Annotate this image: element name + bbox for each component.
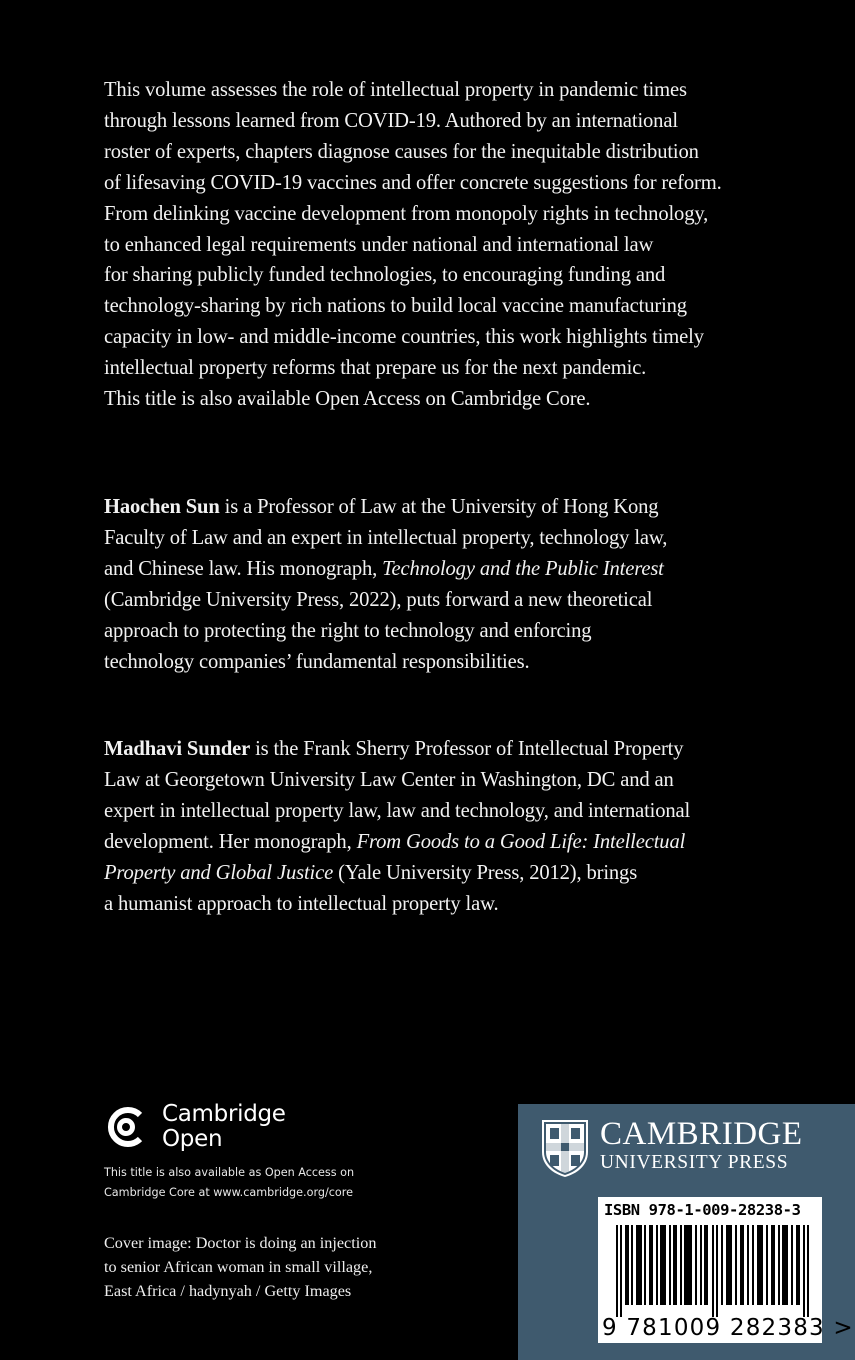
- book-description: [104, 75, 804, 415]
- author-bio-madhavi-sunder: [104, 734, 804, 919]
- bio-line: Law at Georgetown University Law Center in Washington, DC and an: [104, 768, 674, 791]
- cambridge-open-logo: [104, 1102, 286, 1152]
- bio-line: expert in intellectual property law, law and technology, and international: [104, 799, 691, 822]
- description-line: This title is also available Open Access on Cambridge Core.: [104, 388, 591, 411]
- description-line: for sharing publicly funded technologies, to encouraging funding and: [104, 264, 666, 287]
- description-line: intellectual property reforms that prepare us for the next pandemic.: [104, 357, 647, 380]
- bio-line: a humanist approach to intellectual property law.: [104, 892, 499, 915]
- credit-line: Cover image: Doctor is doing an injection: [104, 1234, 377, 1252]
- publisher-panel: [518, 1104, 855, 1360]
- barcode-bars-icon: [616, 1225, 816, 1317]
- open-access-note: [104, 1163, 354, 1203]
- bio-line: Faculty of Law and an expert in intellectual property, technology law,: [104, 526, 668, 549]
- description-line: to enhanced legal requirements under national and international law: [104, 233, 654, 256]
- bio-text: development. Her monograph,: [104, 830, 357, 853]
- note-line: Cambridge Core at www.cambridge.org/core: [104, 1186, 353, 1199]
- description-line: of lifesaving COVID-19 vaccines and offer concrete suggestions for reform.: [104, 171, 722, 194]
- description-line: through lessons learned from COVID-19. Authored by an international: [104, 109, 678, 132]
- publisher-name: CAMBRIDGE: [600, 1116, 803, 1152]
- author-name: Madhavi Sunder: [104, 738, 251, 760]
- bio-line: (Cambridge University Press, 2022), puts forward a new theoretical: [104, 588, 653, 611]
- book-title: Property and Global Justice: [104, 861, 334, 884]
- cover-image-credit: [104, 1231, 376, 1303]
- bio-line: approach to protecting the right to technology and enforcing: [104, 619, 592, 642]
- note-line: This title is also available as Open Access on: [104, 1166, 355, 1179]
- logo-text-line2: Open: [162, 1126, 223, 1152]
- publisher-subname: UNIVERSITY PRESS: [600, 1152, 789, 1173]
- bio-text: and Chinese law. His monograph,: [104, 557, 383, 580]
- bio-line: technology companies’ fundamental responsibilities.: [104, 650, 530, 673]
- book-title: From Goods to a Good Life: Intellectual: [356, 830, 686, 853]
- isbn-label: ISBN 978-1-009-28238-3: [604, 1201, 801, 1219]
- description-line: capacity in low- and middle-income countries, this work highlights timely: [104, 326, 704, 349]
- cambridge-open-c-icon: [104, 1105, 148, 1149]
- isbn-barcode: [598, 1197, 854, 1343]
- bio-text: is a Professor of Law at the University of Hong Kong: [219, 496, 659, 518]
- bio-text: is the Frank Sherry Professor of Intellectual Property: [250, 738, 684, 760]
- credit-line: to senior African woman in small village,: [104, 1258, 373, 1276]
- description-line: roster of experts, chapters diagnose causes for the inequitable distribution: [104, 140, 699, 163]
- description-line: This volume assesses the role of intellectual property in pandemic times: [104, 79, 687, 101]
- bio-text: (Yale University Press, 2012), brings: [333, 861, 638, 884]
- cambridge-shield-icon: [540, 1118, 590, 1178]
- author-name: Haochen Sun: [104, 496, 220, 518]
- author-bio-haochen-sun: [104, 492, 804, 677]
- credit-line: East Africa / hadynyah / Getty Images: [104, 1282, 352, 1300]
- logo-text-line1: Cambridge: [162, 1101, 286, 1127]
- book-title: Technology and the Public Interest: [382, 557, 664, 580]
- description-line: From delinking vaccine development from monopoly rights in technology,: [104, 202, 709, 225]
- description-line: technology-sharing by rich nations to build local vaccine manufacturing: [104, 295, 687, 318]
- barcode-digits: 9 781009 282383 >: [602, 1315, 854, 1341]
